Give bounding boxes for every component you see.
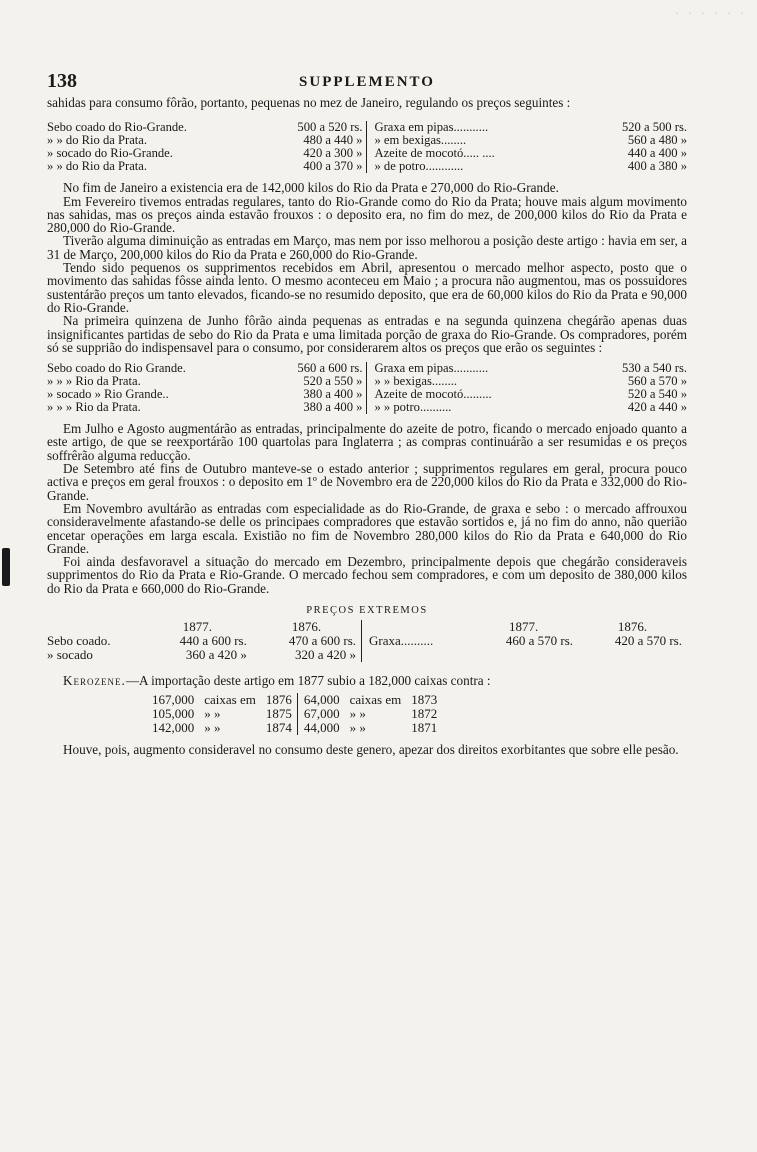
table-cell: » » <box>349 706 366 722</box>
table-cell: 67,000 <box>303 706 340 722</box>
table-cell: » » » Rio da Prata. <box>47 400 141 415</box>
extremos-title: PREÇOS EXTREMOS <box>306 605 428 617</box>
kerozene-paragraph <box>47 674 687 687</box>
paragraph: De Setembro até fins de Outubro manteve-se o estado anterior ; supprimentos regulares em geral, procura pouco activa e preços em geral frouxos : o deposito em 1º de Novembro era de 220,000 kilos do Rio da Prata e 332,000 do Rio-Grande. <box>47 461 687 503</box>
table-cell: 1875 <box>265 706 292 722</box>
table-cell: Graxa.......... <box>369 633 434 649</box>
extremos-table <box>47 620 687 662</box>
table-cell: 400 a 380 » <box>627 159 687 174</box>
table-row <box>47 362 687 375</box>
table-cell: » de potro............ <box>374 159 464 174</box>
table-cell: Graxa em pipas........... <box>374 120 489 135</box>
table-cell: 560 a 600 rs. <box>297 361 363 376</box>
table-cell: 530 a 540 rs. <box>621 361 687 376</box>
table-cell: Azeite de mocotó..... .... <box>374 146 495 161</box>
table-cell: caixas em <box>349 692 402 708</box>
table-cell: 1872 <box>411 706 438 722</box>
table-cell: » socado » Rio Grande.. <box>47 387 169 402</box>
table-cell: Sebo coado do Rio Grande. <box>47 361 186 376</box>
table-cell: 320 a 420 » <box>295 647 357 663</box>
table-cell: 1873 <box>411 692 438 708</box>
table-cell: 440 a 400 » <box>627 146 687 161</box>
table-cell: » em bexigas........ <box>374 133 467 148</box>
body-paragraphs-1 <box>47 181 687 354</box>
year-header: 1877. <box>182 619 212 635</box>
paragraph: Foi ainda desfavoravel a situação do mercado em Dezembro, principalmente depois que chegárão consideraveis supprimentos do Rio da Prata e Rio-Grande. O mercado fechou sem compradores, e com um deposito de 380,000 kilos do Rio da Prata e 660,000 do Rio-Grande. <box>47 554 687 596</box>
table-cell: » » » Rio da Prata. <box>47 374 141 389</box>
page-header <box>47 70 687 96</box>
table-cell: 142,000 <box>152 720 195 736</box>
table-cell <box>363 620 469 634</box>
paragraph: Em Fevereiro tivemos entradas regulares, tanto do Rio-Grande como do Rio da Prata; houve mais algum movimento nas sahidas, mas os preços ainda estavão frouxos : o deposito era, no fim do mez, de 200,000 kilos do Rio da Prata e 280,000 do Rio-Grande. <box>47 193 687 236</box>
year-header: 1876. <box>617 619 648 635</box>
closing-paragraph: Houve, pois, augmento consideravel no consumo deste genero, apezar dos direitos exorbitantes que sobre elle pesão. <box>63 742 679 758</box>
table-cell: » » potro.......... <box>374 400 452 415</box>
intro-paragraph: sahidas para consumo fôrão, portanto, pequenas no mez de Janeiro, regulando os preços seguintes : <box>47 95 571 110</box>
table-cell: 420 a 440 » <box>627 400 687 415</box>
table-cell: 360 a 420 » <box>185 647 247 663</box>
table-cell <box>47 620 143 634</box>
table-row <box>47 634 687 648</box>
table-cell: 380 a 400 » <box>303 400 363 415</box>
table-cell: Sebo coado do Rio-Grande. <box>47 120 187 135</box>
table-row <box>47 648 687 662</box>
table-cell: 64,000 <box>303 692 340 708</box>
year-header: 1877. <box>508 619 539 635</box>
table-cell: Graxa em pipas........... <box>374 361 489 376</box>
paragraph: Em Novembro avultárão as entradas com especialidade as do Rio-Grande, de graxa e sebo : o mercado affrouxou consideravelmente afastando-se delle os principaes compradores que estavão sortidos e, já no fim do anno, não querião encetar operações em larga escala. Existião no fim de Novembro 280,000 kilos do Rio da Prata e 640,000 do Rio Grande. <box>47 500 687 556</box>
body-paragraphs-2 <box>47 422 687 595</box>
page <box>47 70 687 757</box>
table-row <box>147 721 442 735</box>
table-cell: 440 a 600 rs. <box>179 633 247 649</box>
paragraph: Em Julho e Agosto augmentárão as entradas, principalmente do azeite de potro, ficando o mercado enjoado quanto a este artigo, de que se reexportárão 100 quartolas para Inglaterra ; as compras continuárão a ser resumidas e os preços soffrêrão alguma reducção. <box>47 421 687 463</box>
kerozene-title: Kerozene. <box>63 673 126 689</box>
table-cell: » » do Rio da Prata. <box>47 133 148 148</box>
table-cell: 560 a 480 » <box>627 133 687 148</box>
table-cell: 520 a 540 » <box>627 387 687 402</box>
faint-bleed-through: · · · · · · <box>675 6 747 20</box>
table-cell: 460 a 570 rs. <box>505 633 574 649</box>
table-cell: 520 a 500 rs. <box>621 120 687 135</box>
table-row <box>47 620 687 634</box>
table-cell: » » <box>204 720 221 736</box>
table-cell: 470 a 600 rs. <box>288 633 357 649</box>
table-cell: 420 a 570 rs. <box>614 633 682 649</box>
table-cell: 560 a 570 » <box>627 374 687 389</box>
table-cell: 1874 <box>265 720 292 736</box>
table-row <box>147 693 442 707</box>
table-cell: Azeite de mocotó......... <box>374 387 492 402</box>
table-row <box>47 388 687 401</box>
kerozene-text: —A importação deste artigo em 1877 subio a 182,000 caixas contra : <box>125 673 491 689</box>
table-row <box>147 707 442 721</box>
paragraph: Tiverão alguma diminuição as entradas em Março, mas nem por isso melhorou a posição deste artigo : havia em ser, a 31 de Março, 200,000 kilos do Rio da Prata e 260,000 do Rio-Grande. <box>47 233 687 262</box>
prices-table-january <box>47 121 687 173</box>
table-cell: » socado <box>47 647 93 663</box>
table-cell: 167,000 <box>152 692 195 708</box>
table-cell: 44,000 <box>303 720 340 736</box>
paragraph: Na primeira quinzena de Junho fôrão ainda pequenas as entradas e na segunda quinzena chegárão apenas duas insignificantes partidas de sebo do Rio da Prata e uma limitada porção de graxa do Rio-Grande. Os compradores, porém só se supprião do indispensavel para o consumo, por considerarem altos os preços que erão os seguintes : <box>47 313 687 355</box>
paragraph: Tendo sido pequenos os supprimentos recebidos em Abril, apresentou o mercado melhor aspecto, posto que o movimento das sahidas fôsse ainda lento. O mesmo aconteceu em Maio ; a procura não augmentou, mas os possuidores sustentárão preços um tanto elevados, ficando-se no resumido deposito, que era de 60,000 kilos do Rio da Prata e 90,000 do Rio-Grande. <box>47 260 687 315</box>
table-cell: Sebo coado. <box>47 633 111 649</box>
table-cell: » » bexigas........ <box>374 374 458 389</box>
table-cell: 420 a 300 » <box>303 146 363 161</box>
table-cell: » » <box>349 720 366 736</box>
table-cell <box>469 648 578 662</box>
table-cell: » socado do Rio-Grande. <box>47 146 173 161</box>
table-cell: » » <box>204 706 221 722</box>
running-head: SUPPLEMENTO <box>299 74 435 90</box>
year-header: 1876. <box>291 619 322 635</box>
table-cell: 380 a 400 » <box>303 387 363 402</box>
table-cell: » » do Rio da Prata. <box>47 159 148 174</box>
table-cell: caixas em <box>204 692 256 708</box>
table-row <box>47 160 687 173</box>
paragraph: No fim de Janeiro a existencia era de 142,000 kilos do Rio da Prata e 270,000 do Rio-Grande. <box>63 180 559 196</box>
ink-spot <box>2 548 10 586</box>
prices-table-june <box>47 362 687 414</box>
table-cell: 520 a 550 » <box>303 374 363 389</box>
table-cell: 480 a 440 » <box>303 133 363 148</box>
table-cell: 400 a 370 » <box>303 159 363 174</box>
table-cell <box>578 648 687 662</box>
kerozene-table <box>147 693 442 735</box>
table-cell: 1871 <box>411 720 438 736</box>
table-cell: 105,000 <box>152 706 195 722</box>
table-cell: 1876 <box>265 692 292 708</box>
table-cell <box>363 648 469 662</box>
table-row <box>47 401 687 414</box>
page-number: 138 <box>47 70 77 92</box>
table-cell: 500 a 520 rs. <box>297 120 363 135</box>
